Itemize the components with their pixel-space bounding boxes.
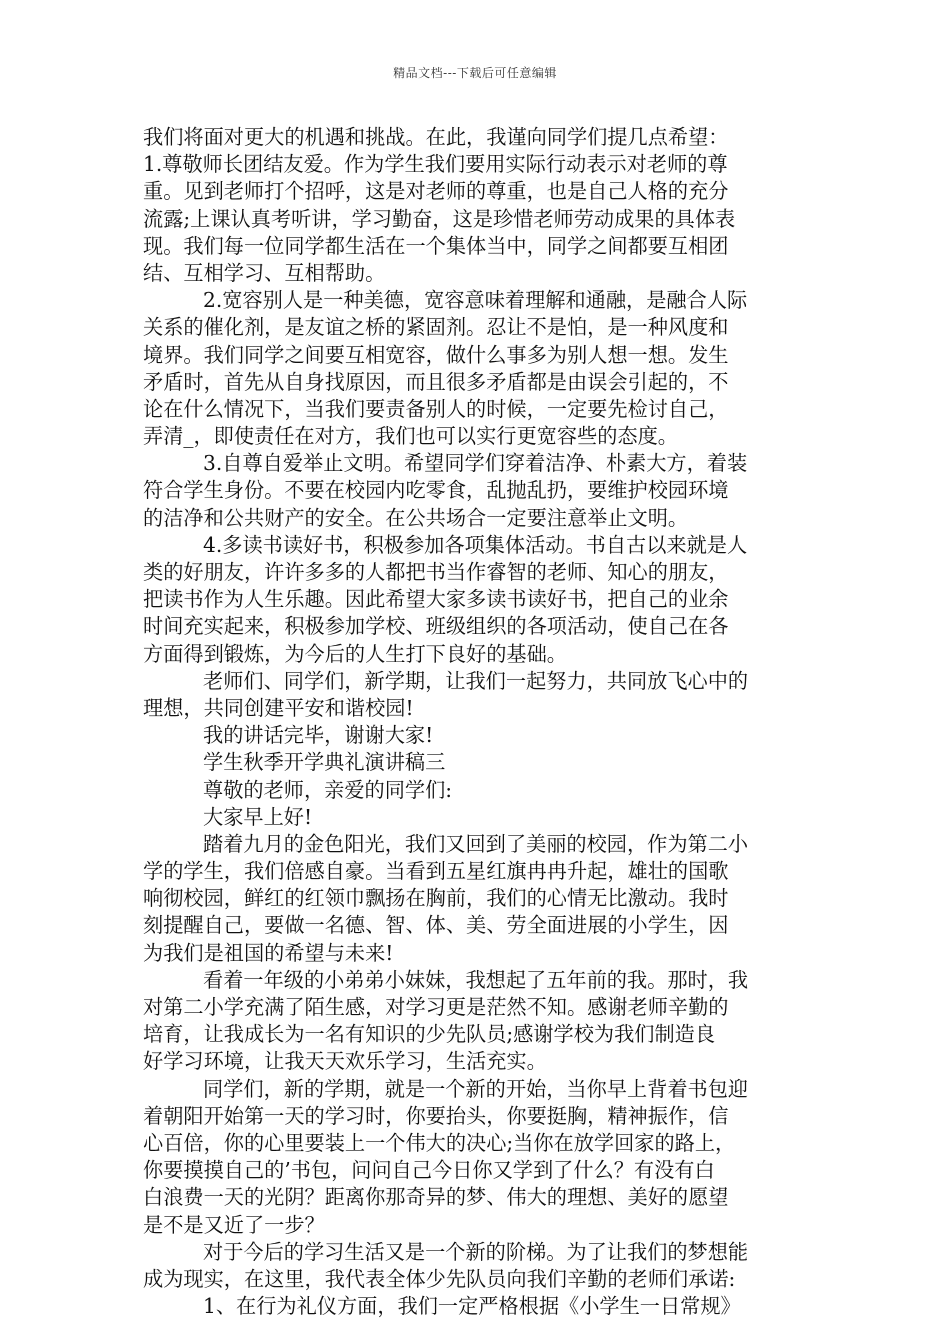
- text-line: 白浪费一天的光阴？距离你那奇异的梦、伟大的理想、美好的愿望: [143, 1185, 729, 1210]
- document-header: 精品文档---下载后可任意编辑: [393, 66, 557, 80]
- text-line: 论在什么情况下，当我们要责备别人的时候，一定要先检讨自己，: [143, 396, 729, 421]
- text-line: 响彻校园，鲜红的红领巾飘扬在胸前，我们的心情无比激动。我时: [143, 886, 729, 911]
- text-line: 理想，共同创建平安和谐校园!: [143, 695, 414, 720]
- text-line: 1.尊敬师长团结友爱。作为学生我们要用实际行动表示对老师的尊: [143, 152, 728, 177]
- text-line: 刻提醒自己，要做一名德、智、体、美、劳全面进展的小学生，因: [143, 913, 729, 938]
- text-line: 看着一年级的小弟弟小妹妹，我想起了五年前的我。那时，我: [203, 967, 749, 992]
- text-line: 对于今后的学习生活又是一个新的阶梯。为了让我们的梦想能: [203, 1239, 749, 1264]
- text-line: 4.多读书读好书，积极参加各项集体活动。书自古以来就是人: [203, 532, 748, 557]
- text-line: 同学们，新的学期，就是一个新的开始，当你早上背着书包迎: [203, 1076, 749, 1101]
- text-line: 学的学生，我们倍感自豪。当看到五星红旗冉冉升起，雄壮的国歌: [143, 859, 729, 884]
- text-line: 境界。我们同学之间要互相宽容，做什么事多为别人想一想。发生: [143, 342, 729, 367]
- document-body: [143, 124, 807, 1320]
- text-line: 流露;上课认真考听讲，学习勤奋，这是珍惜老师劳动成果的具体表: [143, 206, 736, 231]
- text-line: 我的讲话完毕，谢谢大家!: [203, 723, 434, 748]
- text-line: 为我们是祖国的希望与未来!: [143, 940, 394, 965]
- text-line: 关系的催化剂，是友谊之桥的紧固剂。忍让不是怕，是一种风度和: [143, 315, 729, 340]
- text-line: 的洁净和公共财产的安全。在公共场合一定要注意举止文明。: [143, 505, 689, 530]
- text-line: 重。见到老师打个招呼，这是对老师的尊重，也是自己人格的充分: [143, 179, 729, 204]
- text-line: 培育，让我成长为一名有知识的少先队员;感谢学校为我们制造良: [143, 1022, 716, 1047]
- text-line: 3.自尊自爱举止文明。希望同学们穿着洁净、朴素大方，着装: [203, 451, 748, 476]
- text-line: 方面得到锻炼，为今后的人生打下良好的基础。: [143, 641, 567, 666]
- text-line: 大家早上好!: [203, 804, 313, 829]
- text-line: 类的好朋友，许许多多的人都把书当作睿智的老师、知心的朋友，: [143, 560, 729, 584]
- text-line: 矛盾时，首先从自身找原因，而且很多矛盾都是由误会引起的，不: [143, 369, 729, 394]
- text-line: 好学习环境，让我天天欢乐学习，生活充实。: [143, 1049, 547, 1074]
- text-line: 弄清_，即使责任在对方，我们也可以实行更宽容些的态度。: [143, 424, 678, 449]
- text-line: 是不是又近了一步？: [143, 1212, 325, 1237]
- text-line: 对第二小学充满了陌生感，对学习更是茫然不知。感谢老师辛勤的: [143, 995, 729, 1019]
- text-line: 老师们、同学们，新学期，让我们一起努力，共同放飞心中的: [203, 668, 749, 693]
- text-line: 心百倍，你的心里要装上一个伟大的决心;当你在放学回家的路上，: [143, 1130, 736, 1155]
- text-line: 符合学生身份。不要在校园内吃零食，乱抛乱扔，要维护校园环境: [143, 478, 729, 503]
- text-line: 1、在行为礼仪方面，我们一定严格根据《小学生一日常规》: [203, 1294, 741, 1319]
- text-line: 时间充实起来，积极参加学校、班级组织的各项活动，使自己在各: [143, 614, 729, 639]
- text-line: 着朝阳开始第一天的学习时，你要抬头，你要挺胸，精神振作，信: [143, 1103, 729, 1128]
- text-line: 尊敬的老师，亲爱的同学们:: [203, 777, 453, 802]
- text-line: 我们将面对更大的机遇和挑战。在此，我谨向同学们提几点希望：: [143, 125, 729, 149]
- text-line: 学生秋季开学典礼演讲稿三: [203, 750, 446, 775]
- text-line: 现。我们每一位同学都生活在一个集体当中，同学之间都要互相团: [143, 233, 729, 258]
- text-line: 成为现实，在这里，我代表全体少先队员向我们辛勤的老师们承诺:: [143, 1266, 736, 1291]
- text-line: 2.宽容别人是一种美德，宽容意味着理解和通融，是融合人际: [203, 288, 748, 313]
- text-line: 结、互相学习、互相帮助。: [143, 260, 386, 285]
- text-line: 你要摸摸自己的’书包，问问自己今日你又学到了什么？有没有白: [143, 1158, 715, 1183]
- text-line: 把读书作为人生乐趣。因此希望大家多读书读好书，把自己的业余: [143, 587, 729, 612]
- text-line: 踏着九月的金色阳光，我们又回到了美丽的校园，作为第二小: [203, 831, 749, 856]
